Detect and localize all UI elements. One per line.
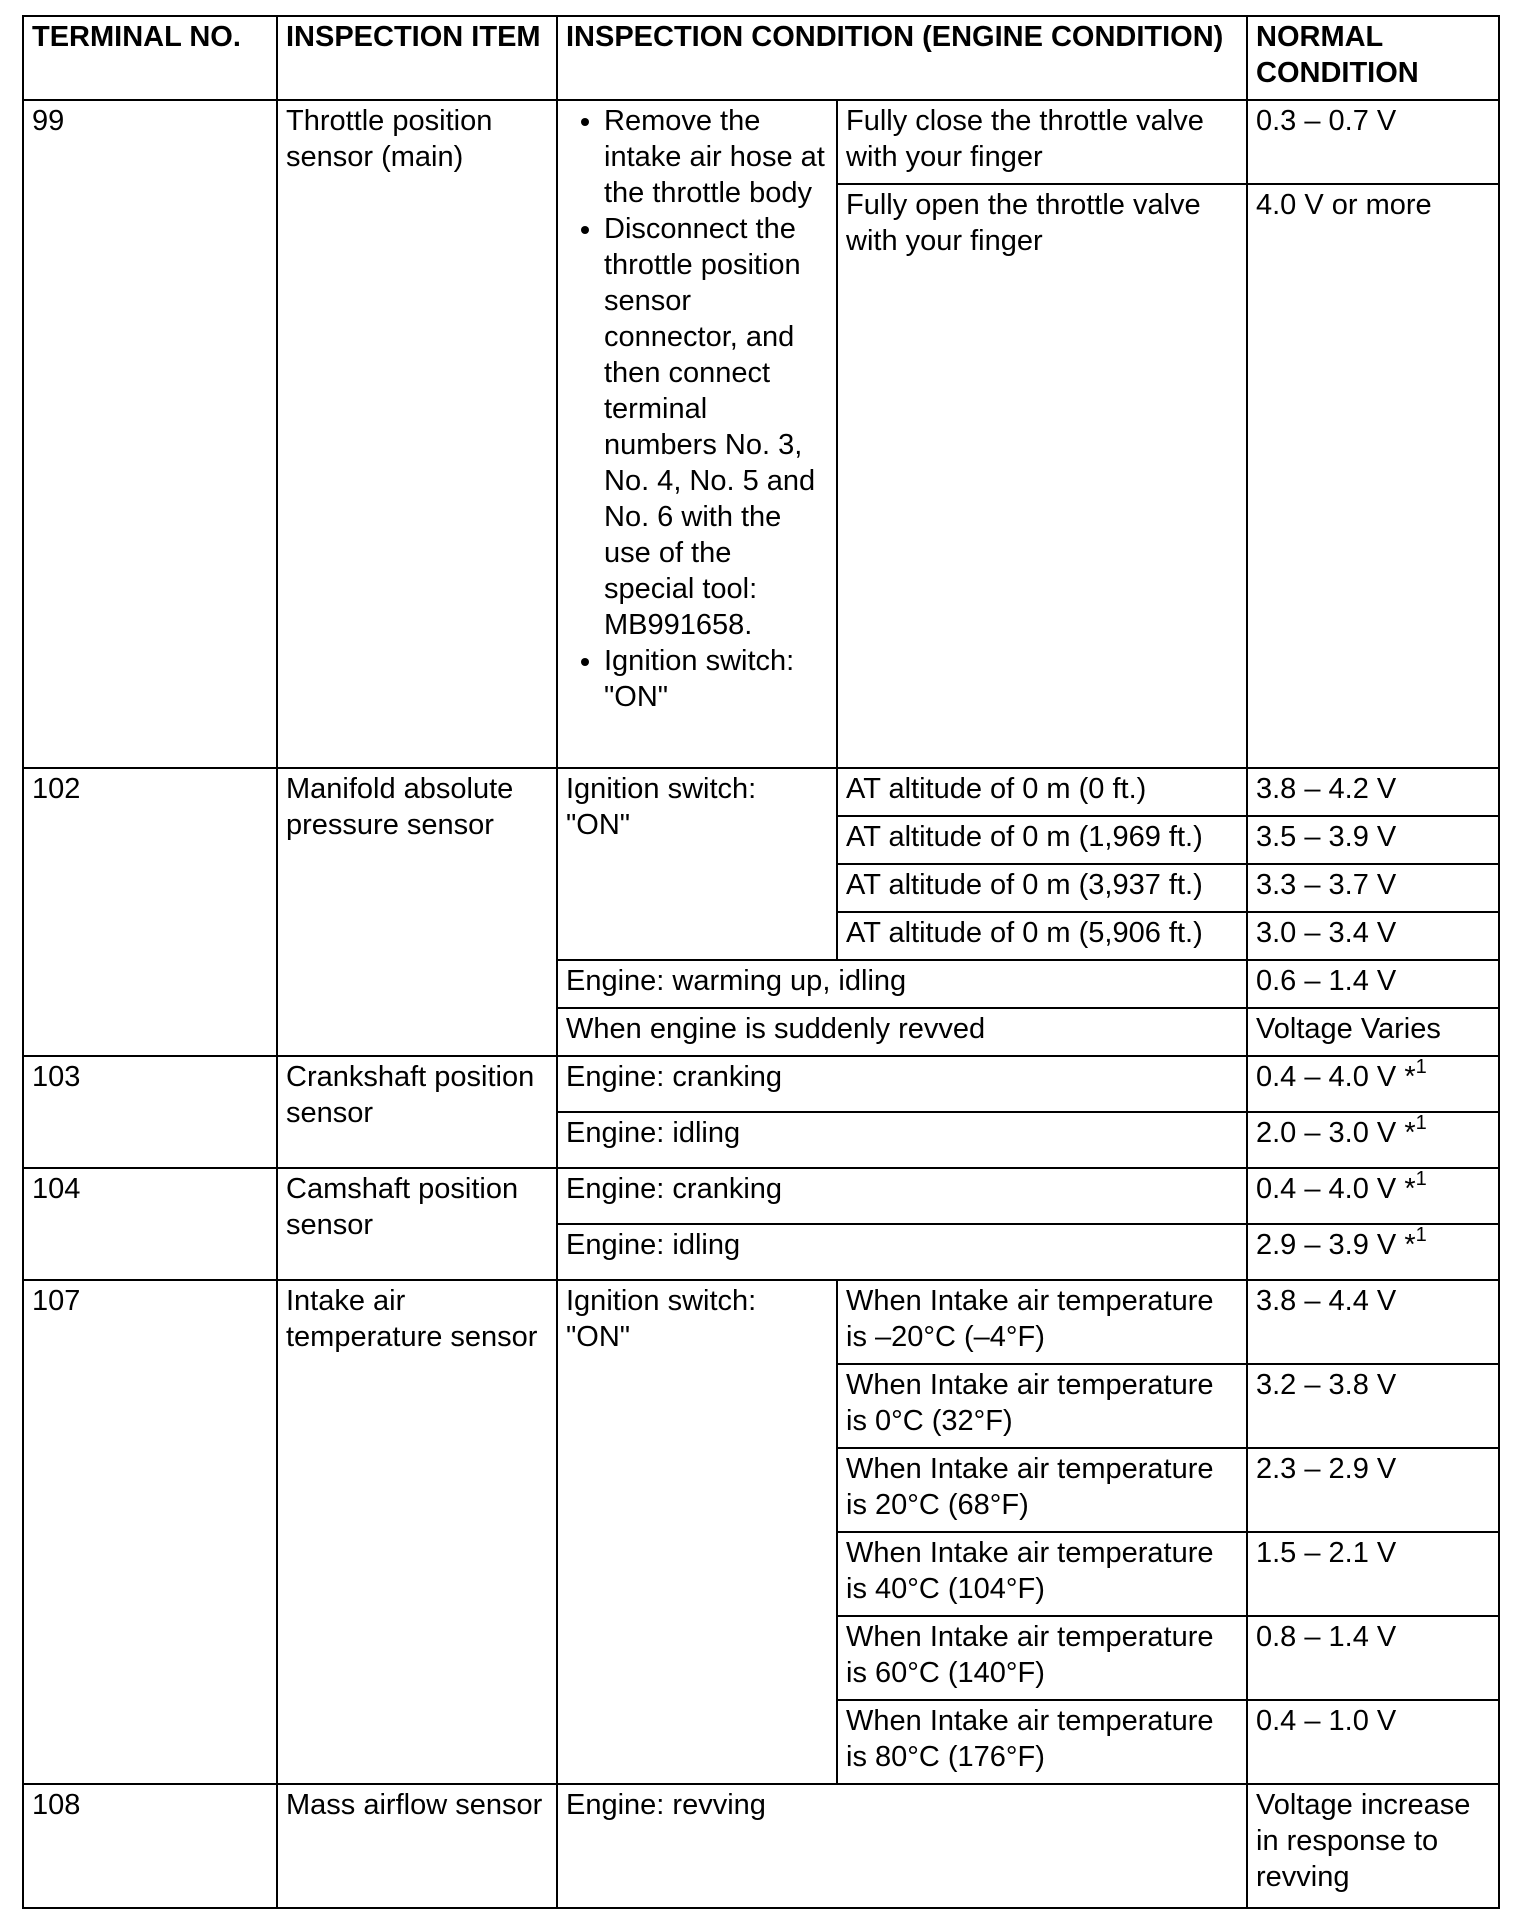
normal-value: 4.0 V or more bbox=[1247, 184, 1499, 768]
normal-value: Voltage increase in response to revving bbox=[1247, 1784, 1499, 1908]
list-item: • Ignition switch: "ON" bbox=[604, 643, 828, 715]
condition-idling: Engine: idling bbox=[557, 1224, 1247, 1280]
table-row bbox=[23, 1056, 1499, 1112]
normal-value-cell bbox=[1247, 1056, 1499, 1112]
sub-condition: When Intake air temperature is 60°C (140°F) bbox=[837, 1616, 1247, 1700]
normal-value: 0.4 – 4.0 V * bbox=[1256, 1173, 1416, 1205]
table-row bbox=[23, 1280, 1499, 1364]
sub-condition: Fully close the throttle valve with your finger bbox=[837, 100, 1247, 184]
inspection-item-crankshaft-position-sensor: Crankshaft position sensor bbox=[277, 1056, 557, 1168]
footnote-mark: 1 bbox=[1415, 1056, 1427, 1079]
normal-value-cell bbox=[1247, 1112, 1499, 1168]
list-item: • Remove the intake air hose at the throttle body bbox=[604, 103, 828, 211]
terminal-no-99: 99 bbox=[23, 100, 277, 768]
terminal-no-103: 103 bbox=[23, 1056, 277, 1168]
header-normal-condition: NORMAL CONDITION bbox=[1247, 16, 1499, 100]
inspection-item-manifold-absolute-pressure-sensor: Manifold absolute pressure sensor bbox=[277, 768, 557, 1056]
normal-value: 2.0 – 3.0 V * bbox=[1256, 1117, 1416, 1149]
terminal-no-108: 108 bbox=[23, 1784, 277, 1908]
normal-value: 3.8 – 4.2 V bbox=[1247, 768, 1499, 816]
normal-value: 1.5 – 2.1 V bbox=[1247, 1532, 1499, 1616]
normal-value: 0.8 – 1.4 V bbox=[1247, 1616, 1499, 1700]
normal-value: 3.0 – 3.4 V bbox=[1247, 912, 1499, 960]
normal-value: 3.8 – 4.4 V bbox=[1247, 1280, 1499, 1364]
sub-condition: AT altitude of 0 m (1,969 ft.) bbox=[837, 816, 1247, 864]
normal-value: 3.5 – 3.9 V bbox=[1247, 816, 1499, 864]
header-inspection-condition: INSPECTION CONDITION (ENGINE CONDITION) bbox=[557, 16, 1247, 100]
sub-condition: When Intake air temperature is –20°C (–4°F) bbox=[837, 1280, 1247, 1364]
table-row bbox=[23, 1784, 1499, 1908]
inspection-item-intake-air-temperature-sensor: Intake air temperature sensor bbox=[277, 1280, 557, 1784]
list-item: • Disconnect the throttle position sensor connector, and then connect terminal numbers No. 3, No. 4, No. 5 and No. 6 with the use of the special tool: MB991658. bbox=[604, 211, 828, 643]
condition-revving: Engine: revving bbox=[557, 1784, 1247, 1908]
terminal-no-104: 104 bbox=[23, 1168, 277, 1280]
sub-condition: AT altitude of 0 m (3,937 ft.) bbox=[837, 864, 1247, 912]
normal-value: 0.4 – 4.0 V * bbox=[1256, 1061, 1416, 1093]
footnote-mark: 1 bbox=[1415, 1224, 1427, 1247]
sub-condition: AT altitude of 0 m (5,906 ft.) bbox=[837, 912, 1247, 960]
sub-condition: When Intake air temperature is 20°C (68°F) bbox=[837, 1448, 1247, 1532]
sub-condition: When Intake air temperature is 40°C (104°F) bbox=[837, 1532, 1247, 1616]
terminal-no-107: 107 bbox=[23, 1280, 277, 1784]
inspection-item-camshaft-position-sensor: Camshaft position sensor bbox=[277, 1168, 557, 1280]
normal-value: 3.2 – 3.8 V bbox=[1247, 1364, 1499, 1448]
normal-value: 0.3 – 0.7 V bbox=[1247, 100, 1499, 184]
condition-suddenly-revved: When engine is suddenly revved bbox=[557, 1008, 1247, 1056]
normal-value: 0.6 – 1.4 V bbox=[1247, 960, 1499, 1008]
inspection-item-throttle-position-sensor: Throttle position sensor (main) bbox=[277, 100, 557, 768]
table-row bbox=[23, 100, 1499, 184]
table-row bbox=[23, 768, 1499, 816]
footnote-mark: 1 bbox=[1415, 1112, 1427, 1135]
condition-idling: Engine: idling bbox=[557, 1112, 1247, 1168]
sub-condition: When Intake air temperature is 0°C (32°F) bbox=[837, 1364, 1247, 1448]
normal-value: 3.3 – 3.7 V bbox=[1247, 864, 1499, 912]
condition-cranking: Engine: cranking bbox=[557, 1056, 1247, 1112]
header-terminal-no: TERMINAL NO. bbox=[23, 16, 277, 100]
header-inspection-item: INSPECTION ITEM bbox=[277, 16, 557, 100]
normal-value: 0.4 – 1.0 V bbox=[1247, 1700, 1499, 1784]
sub-condition: AT altitude of 0 m (0 ft.) bbox=[837, 768, 1247, 816]
condition-107: Ignition switch: "ON" bbox=[557, 1280, 837, 1784]
condition-list-99 bbox=[557, 100, 837, 768]
condition-warming-up: Engine: warming up, idling bbox=[557, 960, 1247, 1008]
normal-value: 2.3 – 2.9 V bbox=[1247, 1448, 1499, 1532]
normal-value: Voltage Varies bbox=[1247, 1008, 1499, 1056]
condition-cranking: Engine: cranking bbox=[557, 1168, 1247, 1224]
terminal-no-102: 102 bbox=[23, 768, 277, 1056]
normal-value: 2.9 – 3.9 V * bbox=[1256, 1229, 1416, 1261]
sub-condition: Fully open the throttle valve with your finger bbox=[837, 184, 1247, 768]
normal-value-cell bbox=[1247, 1224, 1499, 1280]
condition-102: Ignition switch: "ON" bbox=[557, 768, 837, 960]
inspection-item-mass-airflow-sensor: Mass airflow sensor bbox=[277, 1784, 557, 1908]
footnote-mark: 1 bbox=[1415, 1168, 1427, 1191]
table-row bbox=[23, 1168, 1499, 1224]
inspection-table bbox=[22, 15, 1500, 1909]
sub-condition: When Intake air temperature is 80°C (176°F) bbox=[837, 1700, 1247, 1784]
normal-value-cell bbox=[1247, 1168, 1499, 1224]
